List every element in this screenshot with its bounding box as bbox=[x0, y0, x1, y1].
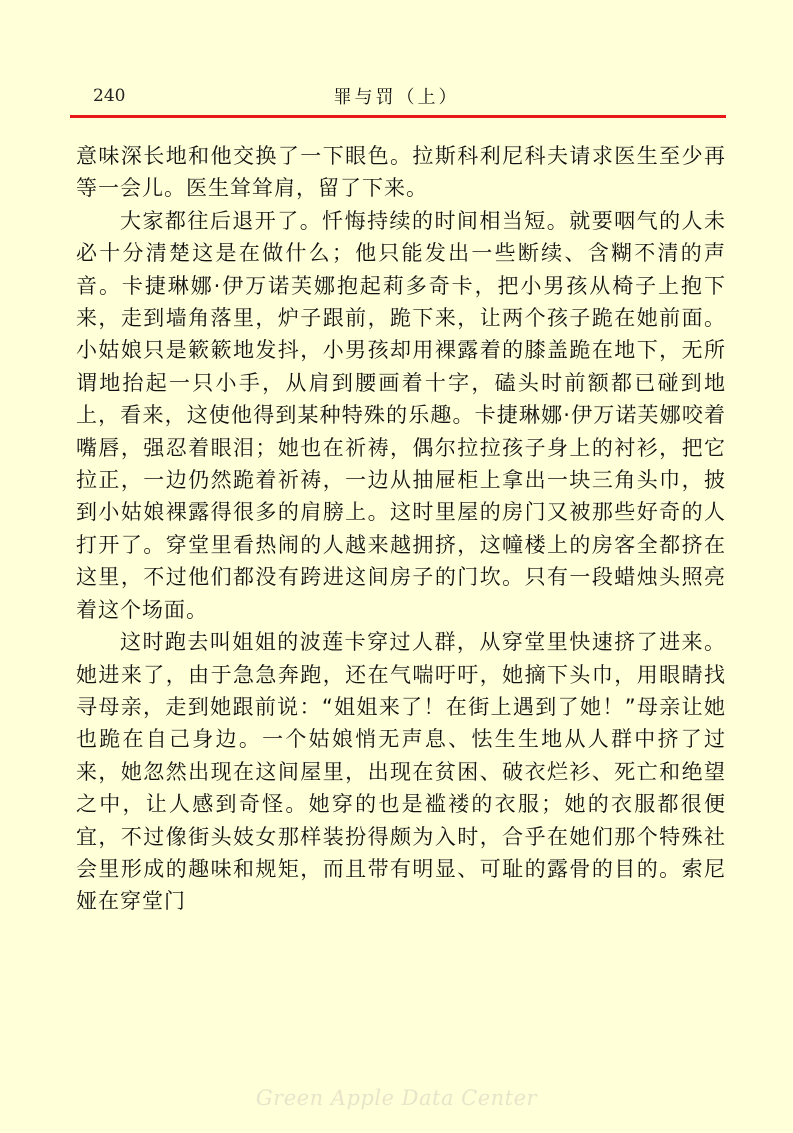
paragraph: 这时跑去叫姐姐的波莲卡穿过人群，从穿堂里快速挤了进来。她进来了，由于急急奔跑，还在气喘吁吁，她摘下头巾，用眼睛找寻母亲，走到她跟前说：“姐姐来了！在街上遇到了她！”母亲让她也跪在自己身边。一个姑娘悄无声息、怯生生地从人群中挤了过来，她忽然出现在这间屋里，出现在贫困、破衣烂衫、死亡和绝望之中，让人感到奇怪。她穿的也是褴褛的衣服；她的衣服都很便宜，不过像街头妓女那样装扮得颇为入时，合乎在她们那个特殊社会里形成的趣味和规矩，而且带有明显、可耻的露骨的目的。索尼娅在穿堂门 bbox=[76, 630, 726, 914]
header-rule bbox=[70, 115, 726, 118]
running-title: 罪与罚（上） bbox=[333, 87, 460, 108]
body-text bbox=[76, 140, 726, 918]
paragraph: 意味深长地和他交换了一下眼色。拉斯科利尼科夫请求医生至少再等一会儿。医生耸耸肩，留了下来。 bbox=[76, 144, 726, 201]
paragraph: 大家都往后退开了。忏悔持续的时间相当短。就要咽气的人未必十分清楚这是在做什么；他只能发出一些断续、含糊不清的声音。卡捷琳娜·伊万诺芙娜抱起莉多奇卡，把小男孩从椅子上抱下来，走到墙角落里，炉子跟前，跪下来，让两个孩子跪在她前面。小姑娘只是簌簌地发抖，小男孩却用裸露着的膝盖跪在地下，无所谓地抬起一只小手，从肩到腰画着十字，磕头时前额都已碰到地上，看来，这使他得到某种特殊的乐趣。卡捷琳娜·伊万诺芙娜咬着嘴唇，强忍着眼泪；她也在祈祷，偶尔拉拉孩子身上的衬衫，把它拉正，一边仍然跪着祈祷，一边从抽屉柜上拿出一块三角头巾，披到小姑娘裸露得很多的肩膀上。这时里屋的房门又被那些好奇的人打开了。穿堂里看热闹的人越来越拥挤，这幢楼上的房客全都挤在这里，不过他们都没有跨进这间房子的门坎。只有一段蜡烛头照亮着这个场面。 bbox=[76, 208, 726, 622]
page-number: 240 bbox=[93, 86, 126, 106]
watermark: Green Apple Data Center bbox=[255, 1086, 538, 1110]
